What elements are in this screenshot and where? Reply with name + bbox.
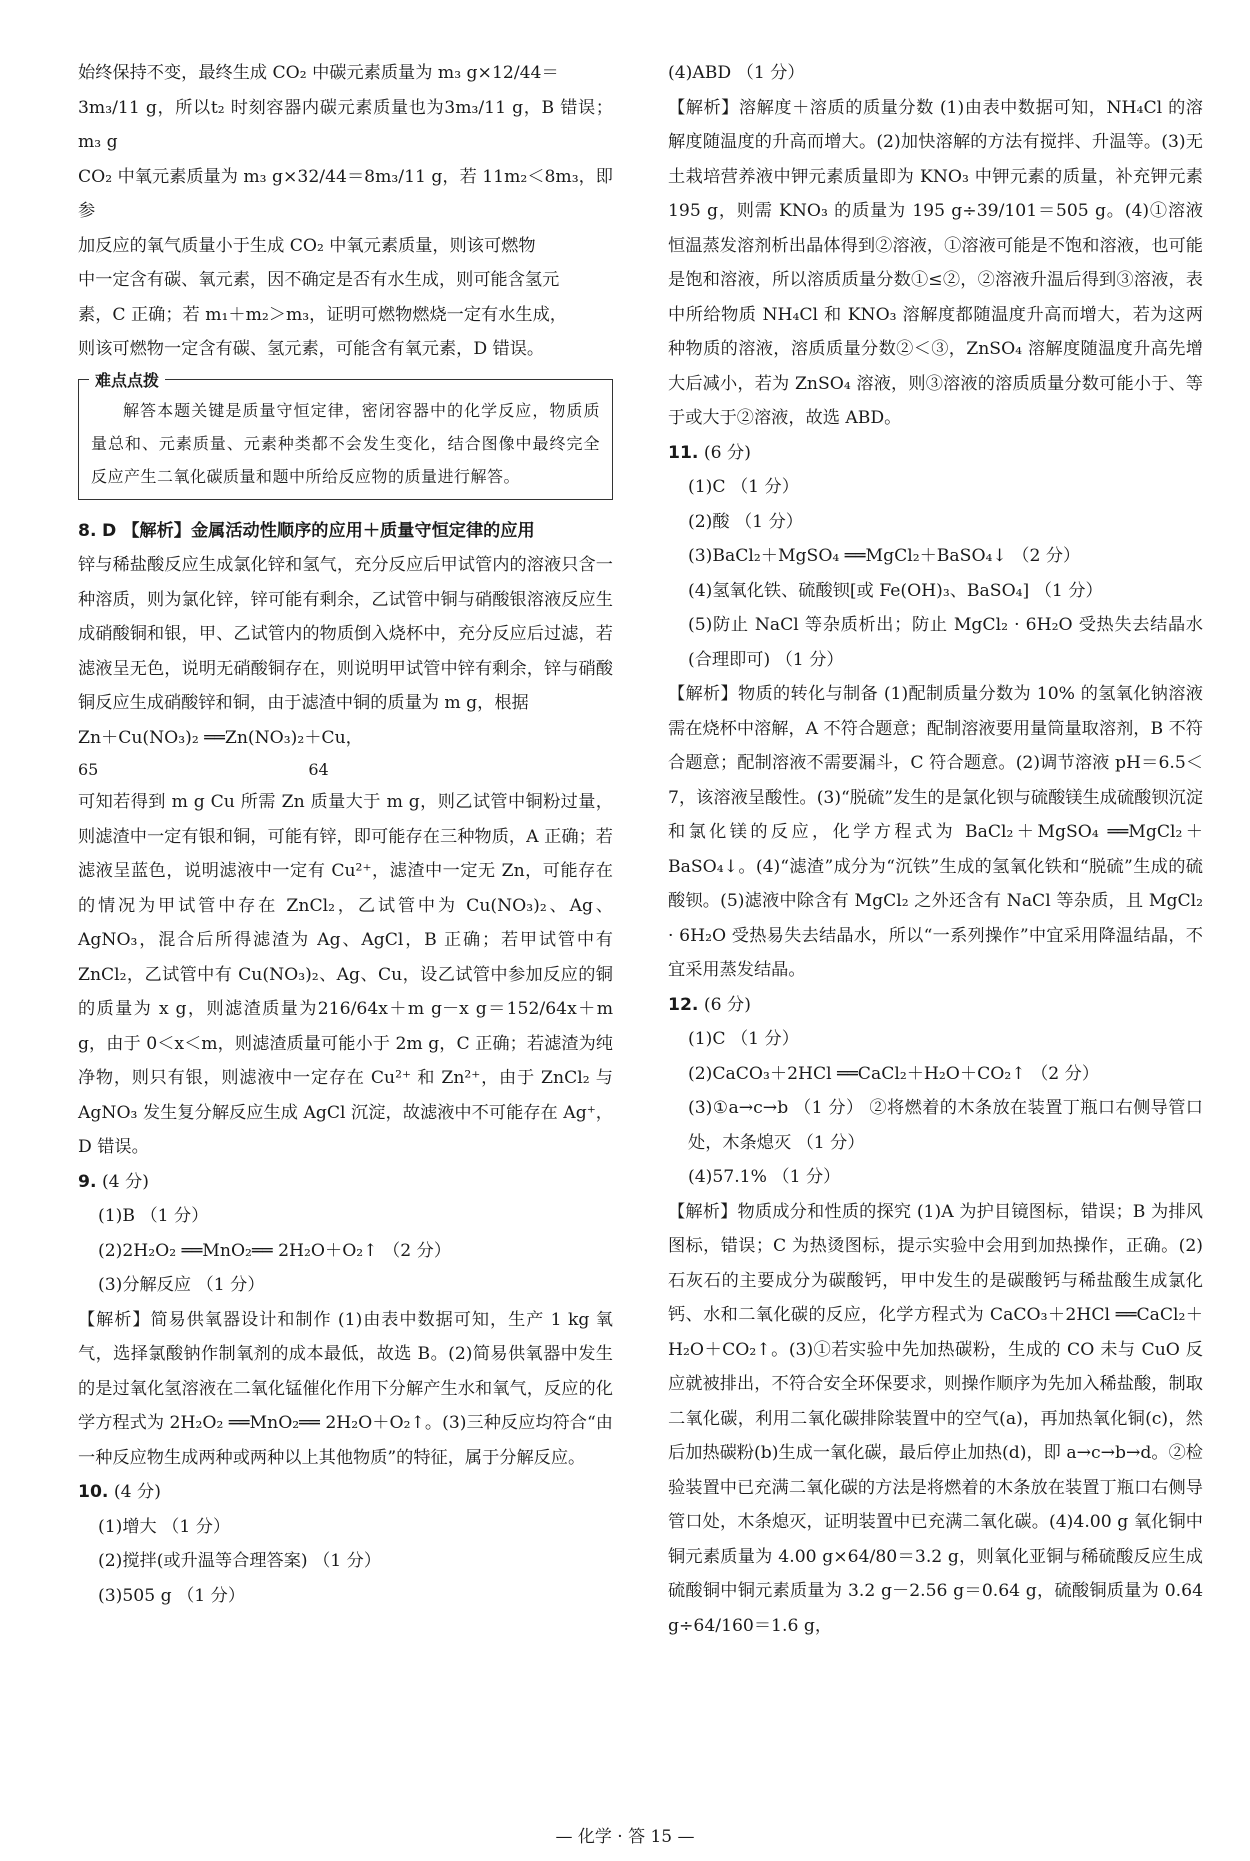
question-number: 11. — [668, 442, 699, 463]
tip-text: 解答本题关键是质量守恒定律，密闭容器中的化学反应，物质质量总和、元素质量、元素种类都不会发生变化，结合图像中最终完全反应产生二氧化碳质量和题中所给反应物的质量进行解答。 — [91, 400, 600, 486]
question-score: (4 分) — [113, 1482, 161, 1502]
molar-mass: 64 — [308, 760, 329, 779]
answer-line: (1)增大 （1 分） — [98, 1516, 231, 1537]
question-number: 12. — [668, 994, 699, 1015]
paragraph: 3m₃/11 g，所以t₂ 时刻容器内碳元素质量也为3m₃/11 g，B 错误；m₃ g — [78, 97, 613, 152]
question-score: (4 分) — [101, 1171, 149, 1192]
paragraph: CO₂ 中氧元素质量为 m₃ g×32/44＝8m₃/11 g，若 11m₂＜8m₃，即参 — [78, 166, 613, 221]
answer-line: (3)分解反应 （1 分） — [98, 1275, 265, 1295]
answer-line: (2)酸 （1 分） — [688, 511, 803, 532]
answer-line: (3)①a→c→b （1 分） ②将燃着的木条放在装置丁瓶口右侧导管口处，木条熄灭 （1 分） — [688, 1098, 1203, 1153]
difficulty-tip-box — [78, 370, 613, 500]
paragraph: 始终保持不变，最终生成 CO₂ 中碳元素质量为 m₃ g×12/44＝ — [78, 63, 559, 83]
question-11-explanation: 【解析】物质的转化与制备 (1)配制质量分数为 10% 的氢氧化钠溶液需在烧杯中溶解，A 不符合题意；配制溶液要用量筒量取溶剂，B 不符合题意；配制溶液不需要漏斗，C 符合题意。(2)调节溶液 pH＝6.5＜7，该溶液呈酸性。(3)“脱硫”发生的是氯化钡与硫酸镁生成硫酸钡沉淀和氯化镁的反应，化学方程式为 BaCl₂＋MgSO₄ ══MgCl₂＋BaSO₄↓。(4)“滤渣”成分为“沉铁”生成的氢氧化铁和“脱硫”生成的硫酸钡。(5)滤液中除含有 MgCl₂ 之外还含有 NaCl 等杂质，且 MgCl₂ · 6H₂O 受热易失去结晶水，所以“一系列操作”中宜采用降温结晶，不宜采用蒸发结晶。 — [668, 684, 1203, 980]
question-number: 8. — [78, 520, 97, 541]
paragraph: 素，C 正确；若 m₁＋m₂＞m₃，证明可燃物燃烧一定有水生成， — [78, 304, 567, 325]
answer-line: (3)BaCl₂＋MgSO₄ ══MgCl₂＋BaSO₄↓ （2 分） — [688, 546, 1081, 566]
paragraph: 中一定含有碳、氧元素，因不确定是否有水生成，则可能含氢元 — [78, 270, 560, 290]
answer-line: (1)C （1 分） — [688, 477, 799, 497]
answer-line: (1)C （1 分） — [688, 1029, 799, 1049]
question-9-explanation: 【解析】简易供氧器设计和制作 (1)由表中数据可知，生产 1 kg 氧气，选择氯酸钠作制氧剂的成本最低，故选 B。(2)简易供氧器中发生的是过氧化氢溶液在二氧化锰催化作用下分解产生水和氧气，反应的化学方程式为 2H₂O₂ ══MnO₂══ 2H₂O＋O₂↑。(3)三种反应均符合“由一种反应物生成两种或两种以上其他物质”的特征，属于分解反应。 — [78, 1309, 613, 1468]
answer-line: (2)CaCO₃＋2HCl ══CaCl₂＋H₂O＋CO₂↑ （2 分） — [688, 1063, 1100, 1084]
question-score: (6 分) — [703, 994, 751, 1015]
paragraph: 则该可燃物一定含有碳、氢元素，可能含有氧元素，D 错误。 — [78, 339, 545, 359]
question-10-head — [78, 1475, 613, 1510]
paragraph: 加反应的氧气质量小于生成 CO₂ 中氧元素质量，则该可燃物 — [78, 235, 536, 256]
answer-line: (4)57.1% （1 分） — [688, 1167, 841, 1187]
question-number: 9. — [78, 1171, 97, 1192]
answer-line: (3)505 g （1 分） — [98, 1585, 246, 1606]
question-9-head — [78, 1165, 613, 1200]
molar-mass: 65 — [78, 760, 99, 779]
answer-line: (2)搅拌(或升温等合理答案) （1 分） — [98, 1551, 382, 1571]
question-12-head — [668, 988, 1203, 1023]
answer-line: (5)防止 NaCl 等杂质析出；防止 MgCl₂ · 6H₂O 受热失去结晶水(合理即可) （1 分） — [688, 615, 1203, 670]
answer-line: (4)氢氧化铁、硫酸钡[或 Fe(OH)₃、BaSO₄] （1 分） — [688, 580, 1103, 601]
left-column — [78, 56, 613, 1613]
molar-mass-row — [78, 755, 613, 785]
question-12-explanation: 【解析】物质成分和性质的探究 (1)A 为护目镜图标，错误；B 为排风图标，错误；C 为热烫图标，提示实验中会用到加热操作，正确。(2)石灰石的主要成分为碳酸钙，甲中发生的是碳酸钙与稀盐酸生成氯化钙、水和二氧化碳的反应，化学方程式为 CaCO₃＋2HCl ══CaCl₂＋H₂O＋CO₂↑。(3)①若实验中先加热碳粉，生成的 CO 未与 CuO 反应就被排出，不符合安全环保要求，则操作顺序为先加入稀盐酸，制取二氧化碳，利用二氧化碳排除装置中的空气(a)，再加热氧化铜(c)，然后加热碳粉(b)生成一氧化碳，最后停止加热(d)，即 a→c→b→d。②检验装置中已充满二氧化碳的方法是将燃着的木条放在装置丁瓶口右侧导管口处，木条熄灭，证明装置中已充满二氧化碳。(4)4.00 g 氧化铜中铜元素质量为 4.00 g×64/80＝3.2 g，则氧化亚铜与稀硫酸反应生成硫酸铜中铜元素质量为 3.2 g－2.56 g＝0.64 g，硫酸铜质量为 0.64 g÷64/160＝1.6 g， — [668, 1201, 1203, 1636]
question-8-answer: D 【解析】金属活动性顺序的应用＋质量守恒定律的应用 — [101, 520, 535, 541]
question-8-explanation-1: 锌与稀盐酸反应生成氯化锌和氢气，充分反应后甲试管内的溶液只含一种溶质，则为氯化锌，锌可能有剩余，乙试管中铜与硝酸银溶液反应生成硝酸铜和银，甲、乙试管内的物质倒入烧杯中，充分反应后过滤，若滤液呈无色，说明无硝酸铜存在，则说明甲试管中锌有剩余，锌与硝酸铜反应生成硝酸锌和铜，由于滤渣中铜的质量为 m g，根据 — [78, 555, 613, 713]
answer-line: (1)B （1 分） — [98, 1206, 209, 1226]
tip-title: 难点点拨 — [89, 368, 165, 391]
question-11-head — [668, 436, 1203, 471]
question-number: 10. — [78, 1482, 109, 1502]
page-footer: — 化学 · 答 15 — — [555, 1827, 695, 1847]
question-10-explanation: 【解析】溶解度＋溶质的质量分数 (1)由表中数据可知，NH₄Cl 的溶解度随温度的升高而增大。(2)加快溶解的方法有搅拌、升温等。(3)无土栽培营养液中钾元素质量即为 KNO₃ 中钾元素的质量，补充钾元素 195 g，则需 KNO₃ 的质量为 195 g÷39/101＝505 g。(4)①溶液恒温蒸发溶剂析出晶体得到②溶液，①溶液可能是不饱和溶液，也可能是饱和溶液，所以溶质质量分数①≤②，②溶液升温后得到③溶液，表中所给物质 NH₄Cl 和 KNO₃ 溶解度都随温度升高而增大，若为这两种物质的溶液，溶质质量分数②＜③，ZnSO₄ 溶解度随温度升高先增大后减小，若为 ZnSO₄ 溶液，则③溶液的溶质质量分数可能小于、等于或大于②溶液，故选 ABD。 — [668, 97, 1203, 428]
question-8-head — [78, 514, 613, 549]
question-score: (6 分) — [703, 442, 751, 463]
question-8-explanation-2: 可知若得到 m g Cu 所需 Zn 质量大于 m g，则乙试管中铜粉过量，则滤渣中一定有银和铜，可能有锌，即可能存在三种物质，A 正确；若滤液呈蓝色，说明滤液中一定有 Cu²⁺，滤渣中一定无 Zn，可能存在的情况为甲试管中存在 ZnCl₂，乙试管中为 Cu(NO₃)₂、Ag、AgNO₃，混合后所得滤渣为 Ag、AgCl，B 正确；若甲试管中有 ZnCl₂，乙试管中有 Cu(NO₃)₂、Ag、Cu，设乙试管中参加反应的铜的质量为 x g，则滤渣质量为216/64x＋m g－x g＝152/64x＋m g，由于 0＜x＜m，则滤渣质量可能小于 2m g，C 正确；若滤渣为纯净物，则只有银，则滤液中一定存在 Cu²⁺ 和 Zn²⁺，由于 ZnCl₂ 与 AgNO₃ 发生复分解反应生成 AgCl 沉淀，故滤液中不可能存在 Ag⁺，D 错误。 — [78, 792, 613, 1157]
answer-line: (4)ABD （1 分） — [668, 63, 805, 83]
right-column — [668, 56, 1203, 1643]
equation: Zn＋Cu(NO₃)₂ ══Zn(NO₃)₂＋Cu， — [78, 727, 363, 748]
answer-line: (2)2H₂O₂ ══MnO₂══ 2H₂O＋O₂↑ （2 分） — [98, 1240, 452, 1261]
